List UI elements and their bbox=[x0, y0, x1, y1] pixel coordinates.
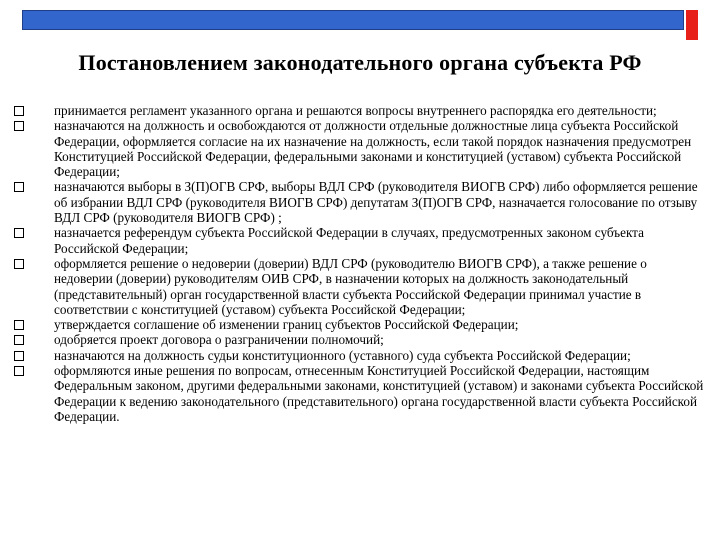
bullet-item bbox=[14, 256, 704, 317]
square-bullet-icon bbox=[14, 320, 24, 330]
bullet-item bbox=[14, 179, 704, 225]
square-bullet-icon bbox=[14, 228, 24, 238]
bullet-item bbox=[14, 103, 704, 118]
bullet-text: назначаются на должность судьи конституционного (уставного) суда субъекта Российской Федерации; bbox=[54, 347, 631, 363]
square-bullet-icon bbox=[14, 106, 24, 116]
square-bullet-icon bbox=[14, 121, 24, 131]
bullet-text: утверждается соглашение об изменении границ субъектов Российской Федерации; bbox=[54, 317, 519, 333]
square-bullet-icon bbox=[14, 259, 24, 269]
bullet-text: назначаются выборы в З(П)ОГВ СРФ, выборы ВДЛ СРФ (руководителя ВИОГВ СРФ) либо оформляется решение об избрании ВДЛ СРФ (руководителя ВИОГВ СРФ) депутатам З(П)ОГВ СРФ, назначается голосование по отзыву ВДЛ СРФ (руководителя ВИОГВ СРФ) ; bbox=[54, 179, 698, 226]
bullet-item bbox=[14, 332, 704, 347]
square-bullet-icon bbox=[14, 351, 24, 361]
bullet-item bbox=[14, 118, 704, 179]
square-bullet-icon bbox=[14, 335, 24, 345]
bullet-text: назначаются на должность и освобождаются от должности отдельные должностные лица субъекта Российской Федерации, оформляется согласие на их назначение на должность, если такой порядок назначения предусмотрен Конституцией Российской Федерации, федеральными законами и конституцией (уставом) субъекта Российской Федерации; bbox=[54, 118, 692, 180]
bullet-text: принимается регламент указанного органа и решаются вопросы внутреннего распорядка его деятельности; bbox=[54, 103, 657, 118]
bullet-list bbox=[14, 103, 704, 424]
bullet-text: назначается референдум субъекта Российской Федерации в случаях, предусмотренных законом субъекта Российской Федерации; bbox=[54, 225, 644, 256]
top-decorative-bar bbox=[22, 10, 684, 30]
slide-title: Постановлением законодательного органа субъекта РФ bbox=[78, 50, 642, 75]
square-bullet-icon bbox=[14, 366, 24, 376]
bullet-text: одобряется проект договора о разграничении полномочий; bbox=[54, 332, 384, 348]
bullet-item bbox=[14, 348, 704, 363]
square-bullet-icon bbox=[14, 182, 24, 192]
bullet-item bbox=[14, 225, 704, 256]
top-accent-block bbox=[686, 10, 698, 40]
bullet-text: оформляются иные решения по вопросам, отнесенным Конституцией Российской Федерации, настоящим Федеральным законом, другими федеральными законами, конституцией (уставом) и законами субъекта Российской Федерации к ведению законодательного (представительного) органа государственной власти субъекта Российской Федерации. bbox=[54, 363, 704, 424]
bullet-item bbox=[14, 317, 704, 332]
bullet-item bbox=[14, 363, 704, 424]
bullet-text: оформляется решение о недоверии (доверии) ВДЛ СРФ (руководителю ВИОГВ СРФ), а также решение о недоверии (доверии) руководителям ОИВ СРФ, в назначении которых на должность законодательный (представительный) орган государственной власти субъекта Российской Федерации принимал участие в соответствии с конституцией (уставом) субъекта Российской Федерации; bbox=[54, 255, 647, 317]
